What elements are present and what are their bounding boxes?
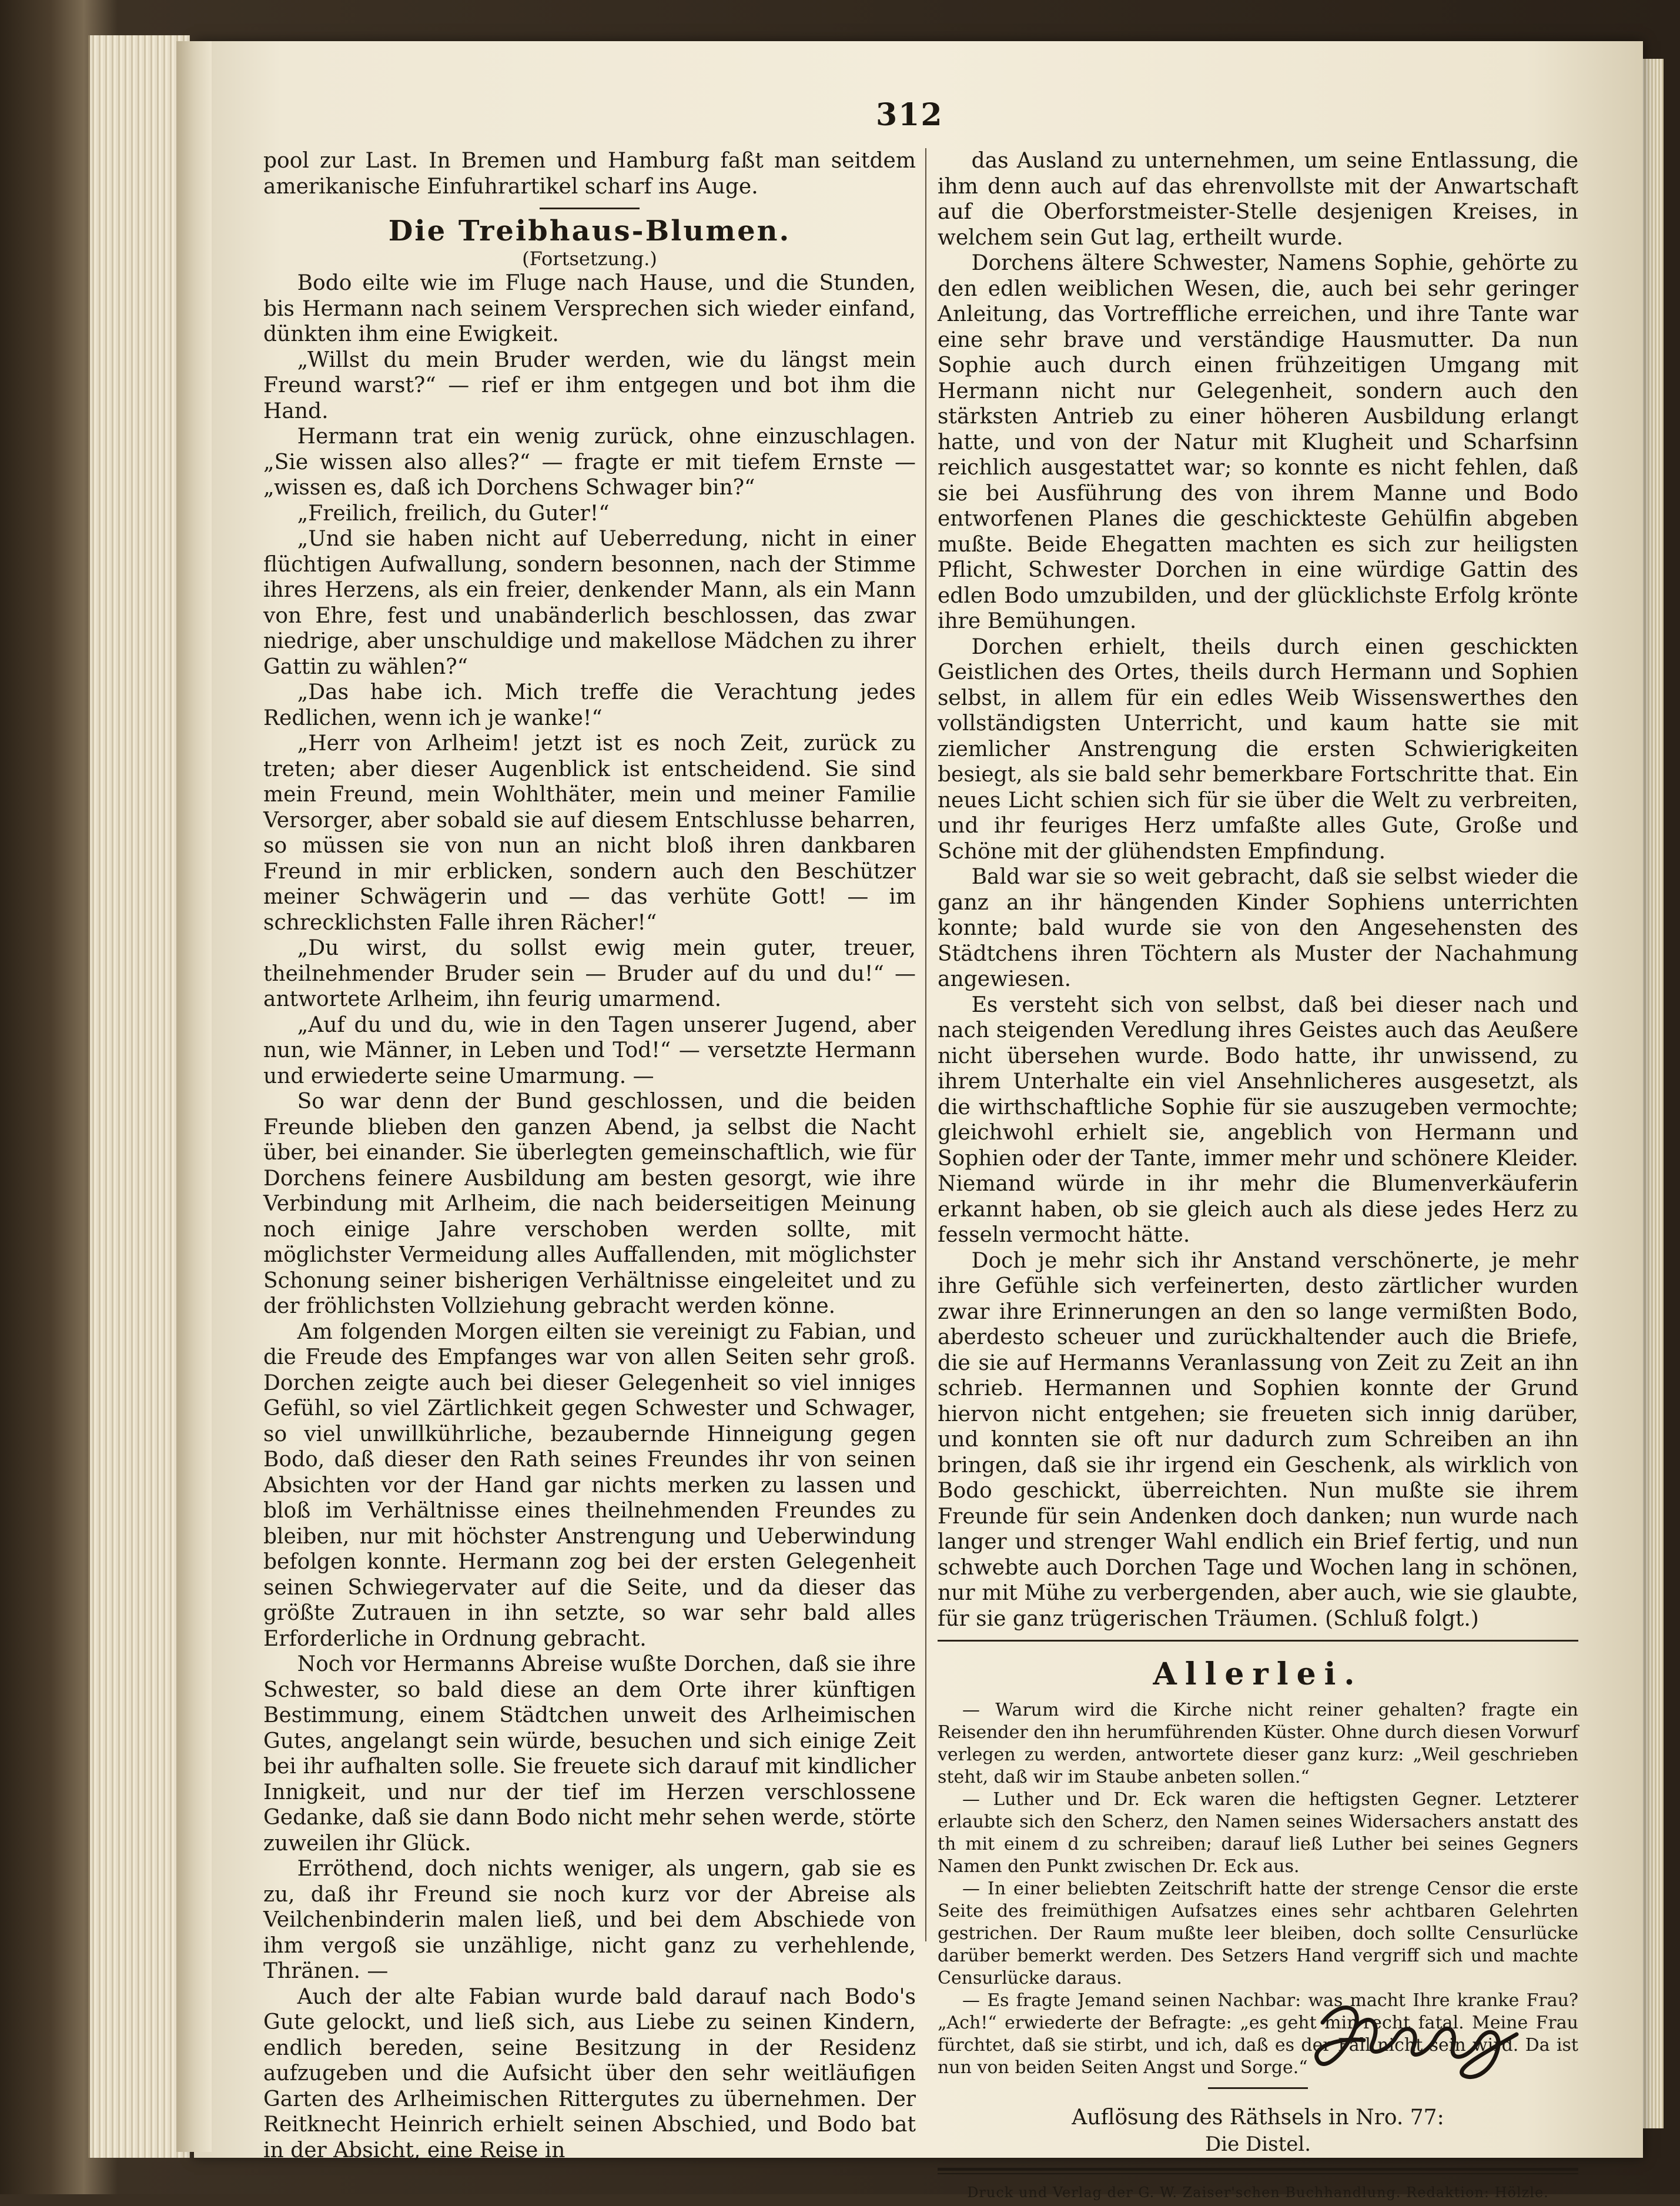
story-paragraph: So war denn der Bund geschlossen, und die beiden Freunde blieben den ganzen Abend, ja selbst die Nacht über, bei einander. Sie überlegten gemeinschaftlich, wie für Dorchens feinere Ausbildung am besten gesorgt, wie ihre Verbindung mit Arlheim, die nach beiderseitigen Meinung noch einige Jahre verschoben werden sollte, mit möglichster Vermeidung alles Auffallenden, mit möglichster Schonung seiner bisherigen Verhältnisse eingeleitet und zu der fröhlichsten Vollziehung gebracht werden könne. [263, 1089, 916, 1318]
story-paragraph: Es versteht sich von selbst, daß bei dieser nach und nach steigenden Veredlung ihres Geistes auch das Aeußere nicht übersehen wurde. Bodo hatte, ihr unwissend, zu ihrem Unterhalte ein viel Ansehnlicheres ausgesetzt, als die wirthschaftliche Sophie für sie auszugeben vermochte; gleichwohl erhielt sie, angeblich von Hermann und Sophien oder der Tante, immer mehr und schönere Kleider. Niemand würde in ihr mehr die Blumenverkäuferin erkannt haben, ob sie gleich auch als diese jedes Herz zu fesseln vermocht hätte. [938, 992, 1578, 1247]
story-paragraph: „Das habe ich. Mich treffe die Verachtung jedes Redlichen, wenn ich je wanke!“ [263, 680, 916, 730]
book-gutter [176, 41, 212, 2152]
imprint-line: Druck und Verlag der G. W. Zaiser'schen Buchhandlung. Redaktion: Hölzle. [967, 2184, 1549, 2201]
miscellany-item: — In einer beliebten Zeitschrift hatte der strenge Censor die erste Seite des freimüthigen Aufsatzes eines sehr achtbaren Gelehrten gestrichen. Der Raum mußte leer bleiben, doch sollte Censurlücke darüber bemerkt werden. Des Setzers Hand vergriff sich und machte Censurlücke daraus. [938, 1879, 1578, 1988]
story-paragraph: das Ausland zu unternehmen, um seine Entlassung, die ihm denn auch auf das ehrenvollste mit der Anwartschaft auf die Oberforstmeister-Stelle desjenigen Kreises, in welchem sein Gut lag, ertheilt wurde. [938, 149, 1578, 250]
story-left-text [263, 270, 916, 2163]
miscellany-item: — Warum wird die Kirche nicht reiner gehalten? fragte ein Reisender den ihn herumführenden Küster. Ohne durch diesen Vorwurf verlegen zu werden, antwortete dieser ganz kurz: „Weil geschrieben steht, daß wir im Staube anbeten sollen.“ [938, 1700, 1578, 1787]
story-title: Die Treibhaus-Blumen. [388, 215, 791, 248]
story-paragraph: Auch der alte Fabian wurde bald darauf nach Bodo's Gute gelockt, und ließ sich, aus Liebe zu seinen Kindern, endlich bereden, seine Besitzung in der Residenz aufzugeben und die Aufsicht über den sehr weitläufigen Garten des Arlheimischen Rittergutes zu übernehmen. Der Reitknecht Heinrich erhielt seinen Abschied, und Bodo bat in der Absicht, eine Reise in [263, 1984, 916, 2162]
story-paragraph: „Und sie haben nicht auf Ueberredung, nicht in einer flüchtigen Aufwallung, sondern besonnen, nach der Stimme ihres Herzens, als ein freier, denkender Mann, als ein Mann von Ehre, fest und unabänderlich beschlossen, das zwar niedrige, aber unschuldige und makellose Mädchen zu ihrer Gattin zu wählen?“ [263, 527, 916, 679]
handwritten-signature [1299, 1987, 1540, 2093]
miscellany-item: — Luther und Dr. Eck waren die heftigsten Gegner. Letzterer erlaubte sich den Scherz, den Namen seines Widersachers anstatt des th mit einem d zu schreiben; darauf ließ Luther bei seines Gegners Namen den Punkt zwischen Dr. Eck aus. [938, 1789, 1578, 1877]
book-page-edges [88, 35, 190, 2158]
page-number: 312 [876, 97, 943, 133]
story-paragraph: Doch je mehr sich ihr Anstand verschönerte, je mehr ihre Gefühle sich verfeinerten, desto zärtlicher wurden zwar ihre Erinnerungen an den so lange vermißten Bodo, aberdesto scheuer und zurückhaltender auch die Briefe, die sie auf Hermanns Veranlassung von Zeit zu Zeit an ihn schrieb. Hermannen und Sophien konnte der Grund hiervon nicht entgehen; sie freueten sich innig darüber, und konnten sie oft nur dadurch zum Schreiben an ihn bringen, daß sie ihr irgend ein Geschenk, als wirklich von Bodo geschickt, überreichten. Nun mußte sie ihrem Freunde für sein Andenken doch danken; nun wurde nach langer und strenger Wahl endlich ein Brief fertig, und nun schwebte auch Dorchen Tage und Wochen lang in schönen, nur mit Mühe zu verbergenden, aber auch, wie sie glaubte, für sie ganz trügerischen Träumen. (Schluß folgt.) [938, 1248, 1578, 1631]
left-column [263, 148, 916, 2163]
story-paragraph: „Auf du und du, wie in den Tagen unserer Jugend, aber nun, wie Männer, in Leben und Tod!“ — versetzte Hermann und erwiederte seine Umarmung. — [263, 1012, 916, 1088]
story-paragraph: Erröthend, doch nichts weniger, als ungern, gab sie es zu, daß ihr Freund sie noch kurz vor der Abreise als Veilchenbinderin malen ließ, und bei dem Abschiede von ihm vergoß sie unzählige, nicht ganz zu verhehlende, Thränen. — [263, 1857, 916, 1983]
story-paragraph: „Herr von Arlheim! jetzt ist es noch Zeit, zurück zu treten; aber dieser Augenblick ist entscheidend. Sie sind mein Freund, mein Wohlthäter, mein und meiner Familie Versorger, aber sobald sie auf diesem Entschlusse beharren, so müssen sie von nun an nicht bloß ihren dankbaren Freund in mir erblicken, sondern auch den Beschützer meiner Schwägerin und — das verhüte Gott! — im schrecklichsten Falle ihren Rächer!“ [263, 731, 916, 935]
story-paragraph: Noch vor Hermanns Abreise wußte Dorchen, daß sie ihre Schwester, so bald diese an dem Orte ihrer künftigen Bestimmung, einem Städtchen unweit des Arlheimischen Gutes, angelangt sein würde, besuchen und sich einige Zeit bei ihr aufhalten solle. Sie freuete sich darauf mit kindlicher Innigkeit, und nur der tief im Herzen verschlossene Gedanke, daß sie dann Bodo nicht mehr sehen werde, störte zuweilen ihr Glück. [263, 1652, 916, 1856]
miscellany-item: — Es fragte Jemand seinen Nachbar: was macht Ihre kranke Frau? „Ach!“ erwiederte der Befragte: „es geht mir recht fatal. Meine Frau fürchtet, daß sie stirbt, und ich, daß es der Fall nicht sein wird. Da ist nun von beiden Seiten Angst und Sorge.“ [938, 1990, 1578, 2078]
story-paragraph: Bodo eilte wie im Fluge nach Hause, und die Stunden, bis Hermann nach seinem Versprechen sich wieder einfand, dünkten ihm eine Ewigkeit. [263, 271, 916, 346]
story-right-text [938, 148, 1578, 1632]
right-column [938, 148, 1578, 2206]
footer-rule [938, 2168, 1578, 2174]
story-paragraph: Dorchen erhielt, theils durch einen geschickten Geistlichen des Ortes, theils durch Hermann und Sophien selbst, in allem für ein edles Weib Wissenswerthes den vollständigsten Unterricht, und kaum hatte sie mit ziemlicher Anstrengung die ersten Schwierigkeiten besiegt, als sie bald sehr bemerkbare Fortschritte that. Ein neues Licht schien sich für sie über die Welt zu verbreiten, und ihr feuriges Herz umfaßte alles Gute, Große und Schöne mit der glühendsten Empfindung. [938, 634, 1578, 864]
miscellany-title: Allerlei. [1153, 1656, 1363, 1692]
story-paragraph: Am folgenden Morgen eilten sie vereinigt zu Fabian, und die Freude des Empfanges war von allen Seiten sehr groß. Dorchen zeigte auch bei dieser Gelegenheit so viel inniges Gefühl, so viel Zärtlichkeit gegen Schwester und Schwager, so viel unwillkührliche, bezaubernde Hinneigung gegen Bodo, daß dieser den Rath seines Freundes ihr von seinen Absichten vor der Hand gar nichts merken zu lassen und bloß im Verhältnisse eines theilnehmenden Freundes zu bleiben, nur mit höchster Anstrengung und Ueberwindung befolgen konnte. Hermann zog bei der ersten Gelegenheit seinen Schwiegervater auf die Seite, und da dieser das größte Zutrauen in ihn setzte, so war sehr bald alles Erforderliche in Ordnung gebracht. [263, 1319, 916, 1651]
story-subtitle: (Fortsetzung.) [522, 248, 657, 270]
intro-paragraph: pool zur Last. In Bremen und Hamburg faßt man seitdem amerikanische Einfuhrartikel scharf ins Auge. [263, 149, 916, 199]
story-paragraph: „Freilich, freilich, du Guter!“ [297, 501, 610, 526]
section-divider [540, 208, 640, 209]
column-divider [925, 148, 926, 1941]
riddle-answer: Die Distel. [1204, 2133, 1311, 2156]
story-paragraph: „Willst du mein Bruder werden, wie du längst mein Freund warst?“ — rief er ihm entgegen und bot ihm die Hand. [263, 347, 916, 423]
section-divider [1208, 2087, 1308, 2089]
story-paragraph: „Du wirst, du sollst ewig mein guter, treuer, theilnehmender Bruder sein — Bruder auf du und du!“ — antwortete Arlheim, ihn feurig umarmend. [263, 936, 916, 1011]
section-divider [938, 1640, 1578, 1642]
story-paragraph: Bald war sie so weit gebracht, daß sie selbst wieder die ganz an ihr hängenden Kinder Sophiens unterrichten konnte; bald wurde sie von den Angesehensten des Städtchens ihren Töchtern als Muster der Nachahmung angewiesen. [938, 865, 1578, 991]
story-paragraph: Dorchens ältere Schwester, Namens Sophie, gehörte zu den edlen weiblichen Wesen, die, auch bei sehr geringer Anleitung, das Vortreffliche erreichen, und ihre Tante war eine sehr brave und verständige Hausmutter. Da nun Sophie auch durch einen frühzeitigen Umgang mit Hermann nicht nur Gelegenheit, sondern auch den stärksten Antrieb zu einer höheren Ausbildung erlangt hatte, und von der Natur mit Klugheit und Scharfsinn reichlich ausgestattet war; so konnte es nicht fehlen, daß sie bei Ausführung des von ihrem Manne und Bodo entworfenen Planes die geschickteste Gehülfin abgeben mußte. Beide Ehegatten machten es sich zur heiligsten Pflicht, Schwester Dorchen in eine würdige Gattin des edlen Bodo umzubilden, und der glücklichste Erfolg krönte ihre Bemühungen. [938, 251, 1578, 633]
story-paragraph: Hermann trat ein wenig zurück, ohne einzuschlagen. „Sie wissen also alles?“ — fragte er mit tiefem Ernste — „wissen es, daß ich Dorchens Schwager bin?“ [263, 425, 916, 500]
riddle-label: Auflösung des Räthsels in Nro. 77: [1072, 2105, 1444, 2130]
